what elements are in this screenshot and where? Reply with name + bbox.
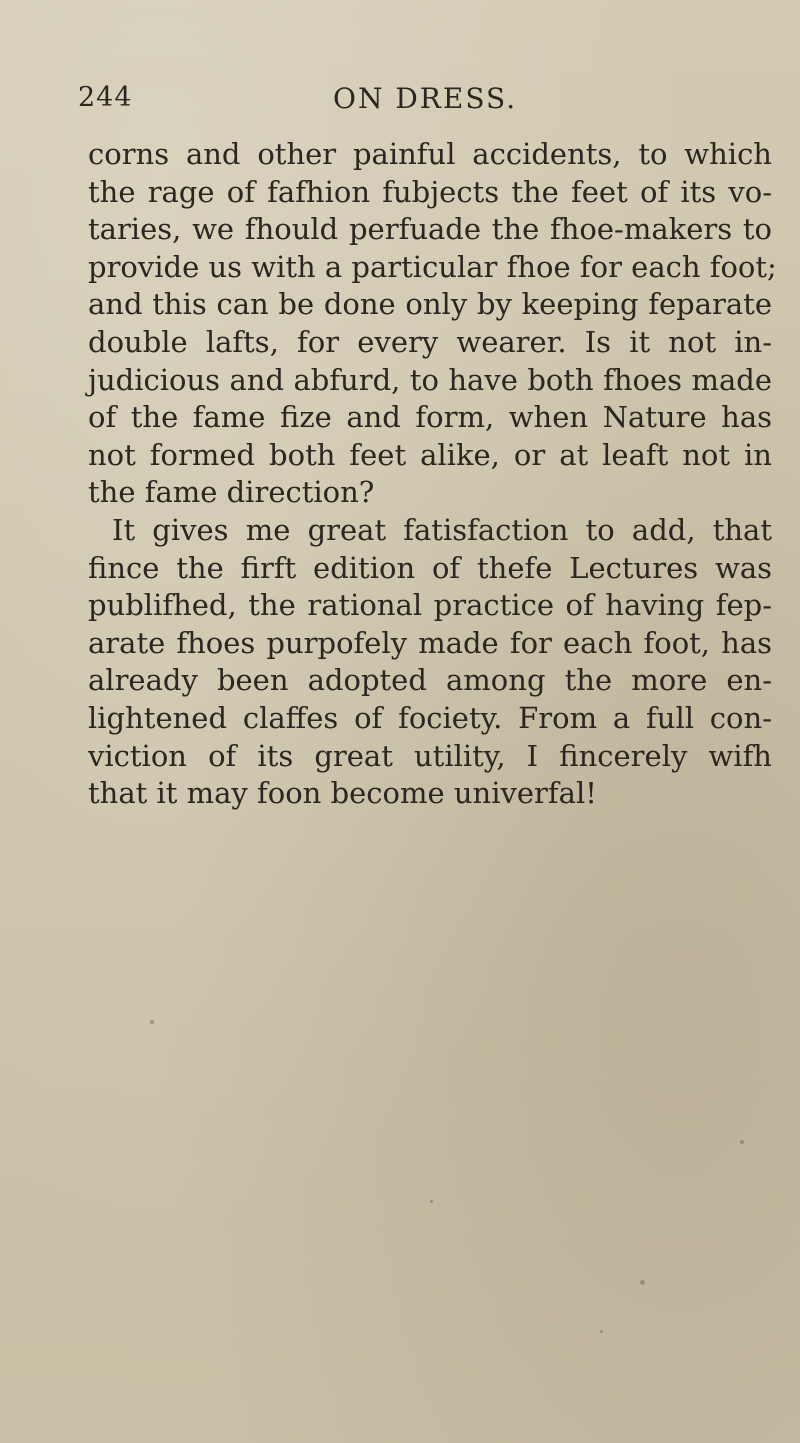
running-head: ON DRESS. bbox=[333, 82, 518, 115]
text-line: judicious and abfurd, to have both fhoes made bbox=[88, 362, 772, 397]
text-line: not formed both feet alike, or at leaft not in bbox=[88, 437, 772, 472]
page-number: 244 bbox=[78, 82, 133, 113]
text-line: publifhed, the rational practice of having fep- bbox=[88, 588, 772, 623]
text-line: provide us with a particular fhoe for each foot; bbox=[88, 249, 777, 284]
text-line: the rage of fafhion fubjects the feet of its vo- bbox=[88, 174, 772, 209]
text-line: and this can be done only by keeping feparate bbox=[88, 287, 772, 322]
paper-speck bbox=[740, 1140, 744, 1144]
page-header bbox=[78, 82, 678, 122]
text-line: of the fame fize and form, when Nature has bbox=[88, 400, 772, 435]
text-line: lightened claffes of fociety. From a full con- bbox=[88, 700, 772, 735]
paragraph-last-line: the fame direction? bbox=[88, 475, 375, 510]
paper-speck bbox=[640, 1280, 645, 1285]
text-line: taries, we fhould perfuade the fhoe-makers to bbox=[88, 212, 772, 247]
paper-speck bbox=[600, 1330, 603, 1333]
text-line: corns and other painful accidents, to which bbox=[88, 137, 772, 171]
text-line: already been adopted among the more en- bbox=[88, 663, 772, 698]
paragraph-first-line: It gives me great fatisfaction to add, that bbox=[112, 512, 772, 547]
paper-speck bbox=[150, 1020, 154, 1024]
text-line: fince the firft edition of thefe Lectures was bbox=[88, 550, 772, 585]
body-text bbox=[60, 136, 777, 813]
paragraph-last-line: that it may foon become univerfal! bbox=[88, 776, 597, 811]
text-line: viction of its great utility, I fincerely wifh bbox=[88, 738, 772, 773]
paper-speck bbox=[430, 1200, 433, 1203]
text-line: double lafts, for every wearer. Is it not in- bbox=[88, 324, 772, 359]
text-line: arate fhoes purpofely made for each foot, has bbox=[88, 625, 772, 660]
